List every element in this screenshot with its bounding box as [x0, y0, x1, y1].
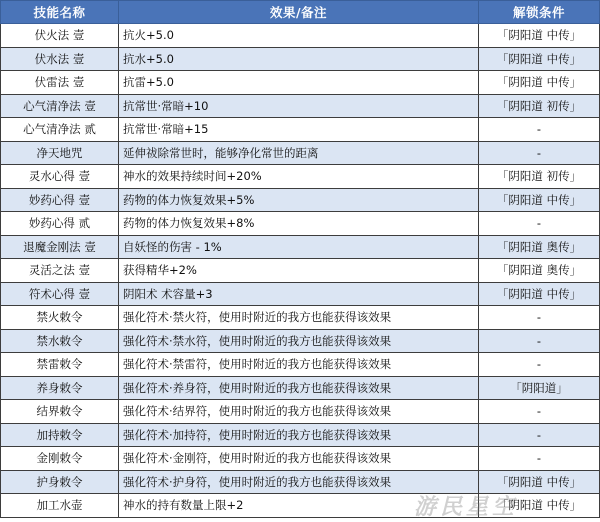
unlock-cell: 「阴阳道 中传」: [479, 282, 600, 306]
skill-name-cell: 退魔金刚法 壹: [1, 235, 119, 259]
skill-name-cell: 禁雷敕令: [1, 353, 119, 377]
unlock-cell: -: [479, 353, 600, 377]
effect-cell: 抗水+5.0: [119, 47, 479, 71]
skill-name-cell: 心气清净法 壹: [1, 94, 119, 118]
table-row: [1, 470, 600, 494]
table-row: [1, 165, 600, 189]
effect-cell: 强化符术·禁水符，使用时附近的我方也能获得该效果: [119, 329, 479, 353]
skill-name-cell: 禁水敕令: [1, 329, 119, 353]
skill-name-cell: 禁火敕令: [1, 306, 119, 330]
header-skill-name: 技能名称: [1, 1, 119, 24]
effect-cell: 药物的体力恢复效果+5%: [119, 188, 479, 212]
unlock-cell: 「阴阳道 奥传」: [479, 259, 600, 283]
skill-name-cell: 妙药心得 壹: [1, 188, 119, 212]
table-row: [1, 376, 600, 400]
unlock-cell: -: [479, 447, 600, 471]
table-row: [1, 306, 600, 330]
skill-name-cell: 伏水法 壹: [1, 47, 119, 71]
effect-cell: 强化符术·结界符，使用时附近的我方也能获得该效果: [119, 400, 479, 424]
skill-name-cell: 护身敕令: [1, 470, 119, 494]
skill-name-cell: 净天地咒: [1, 141, 119, 165]
table-row: [1, 24, 600, 48]
effect-cell: 阴阳术 术容量+3: [119, 282, 479, 306]
skill-name-cell: 妙药心得 贰: [1, 212, 119, 236]
unlock-cell: -: [479, 423, 600, 447]
skill-name-cell: 心气清净法 贰: [1, 118, 119, 142]
effect-cell: 强化符术·禁火符，使用时附近的我方也能获得该效果: [119, 306, 479, 330]
effect-cell: 神水的效果持续时间+20%: [119, 165, 479, 189]
table-row: [1, 188, 600, 212]
table-row: [1, 494, 600, 518]
site-watermark: 游民星空: [414, 495, 519, 520]
effect-cell: 强化符术·养身符，使用时附近的我方也能获得该效果: [119, 376, 479, 400]
skill-name-cell: 伏雷法 壹: [1, 71, 119, 95]
effect-cell: 强化符术·金刚符，使用时附近的我方也能获得该效果: [119, 447, 479, 471]
unlock-cell: 「阴阳道 中传」: [479, 470, 600, 494]
table-row: [1, 71, 600, 95]
effect-cell: 神水的持有数量上限+2: [119, 494, 479, 518]
table-row: [1, 47, 600, 71]
unlock-cell: -: [479, 141, 600, 165]
effect-cell: 抗常世·常暗+10: [119, 94, 479, 118]
table-row: [1, 94, 600, 118]
skill-name-cell: 加工水壶: [1, 494, 119, 518]
unlock-cell: -: [479, 212, 600, 236]
table-row: [1, 353, 600, 377]
effect-cell: 强化符术·加持符，使用时附近的我方也能获得该效果: [119, 423, 479, 447]
table-row: [1, 212, 600, 236]
unlock-cell: 「阴阳道 初传」: [479, 165, 600, 189]
unlock-cell: 「阴阳道」: [479, 376, 600, 400]
table-row: [1, 235, 600, 259]
unlock-cell: -: [479, 118, 600, 142]
unlock-cell: -: [479, 400, 600, 424]
skill-name-cell: 结界敕令: [1, 400, 119, 424]
effect-cell: 抗雷+5.0: [119, 71, 479, 95]
table-row: [1, 329, 600, 353]
unlock-cell: 「阴阳道 中传」: [479, 47, 600, 71]
table-row: [1, 282, 600, 306]
table-row: [1, 400, 600, 424]
skill-name-cell: 灵水心得 壹: [1, 165, 119, 189]
table-row: [1, 118, 600, 142]
effect-cell: 自妖怪的伤害 - 1%: [119, 235, 479, 259]
effect-cell: 抗常世·常暗+15: [119, 118, 479, 142]
unlock-cell: 「阴阳道 中传」: [479, 188, 600, 212]
table-row: [1, 423, 600, 447]
effect-cell: 抗火+5.0: [119, 24, 479, 48]
skill-name-cell: 伏火法 壹: [1, 24, 119, 48]
skill-name-cell: 养身敕令: [1, 376, 119, 400]
effect-cell: 获得精华+2%: [119, 259, 479, 283]
effect-cell: 延伸祓除常世时，能够净化常世的距离: [119, 141, 479, 165]
skill-name-cell: 金刚敕令: [1, 447, 119, 471]
header-effect: 效果/备注: [119, 1, 479, 24]
skill-name-cell: 符术心得 壹: [1, 282, 119, 306]
effect-cell: 强化符术·禁雷符，使用时附近的我方也能获得该效果: [119, 353, 479, 377]
skill-name-cell: 灵活之法 壹: [1, 259, 119, 283]
unlock-cell: -: [479, 306, 600, 330]
skill-name-cell: 加持敕令: [1, 423, 119, 447]
header-unlock: 解锁条件: [479, 1, 600, 24]
unlock-cell: 「阴阳道 中传」: [479, 71, 600, 95]
table-row: [1, 141, 600, 165]
table-row: [1, 447, 600, 471]
effect-cell: 强化符术·护身符，使用时附近的我方也能获得该效果: [119, 470, 479, 494]
table-header-row: [1, 1, 600, 24]
unlock-cell: -: [479, 329, 600, 353]
unlock-cell: 「阴阳道 中传」: [479, 494, 600, 518]
unlock-cell: 「阴阳道 中传」: [479, 24, 600, 48]
table-row: [1, 259, 600, 283]
effect-cell: 药物的体力恢复效果+8%: [119, 212, 479, 236]
unlock-cell: 「阴阳道 初传」: [479, 94, 600, 118]
unlock-cell: 「阴阳道 奥传」: [479, 235, 600, 259]
